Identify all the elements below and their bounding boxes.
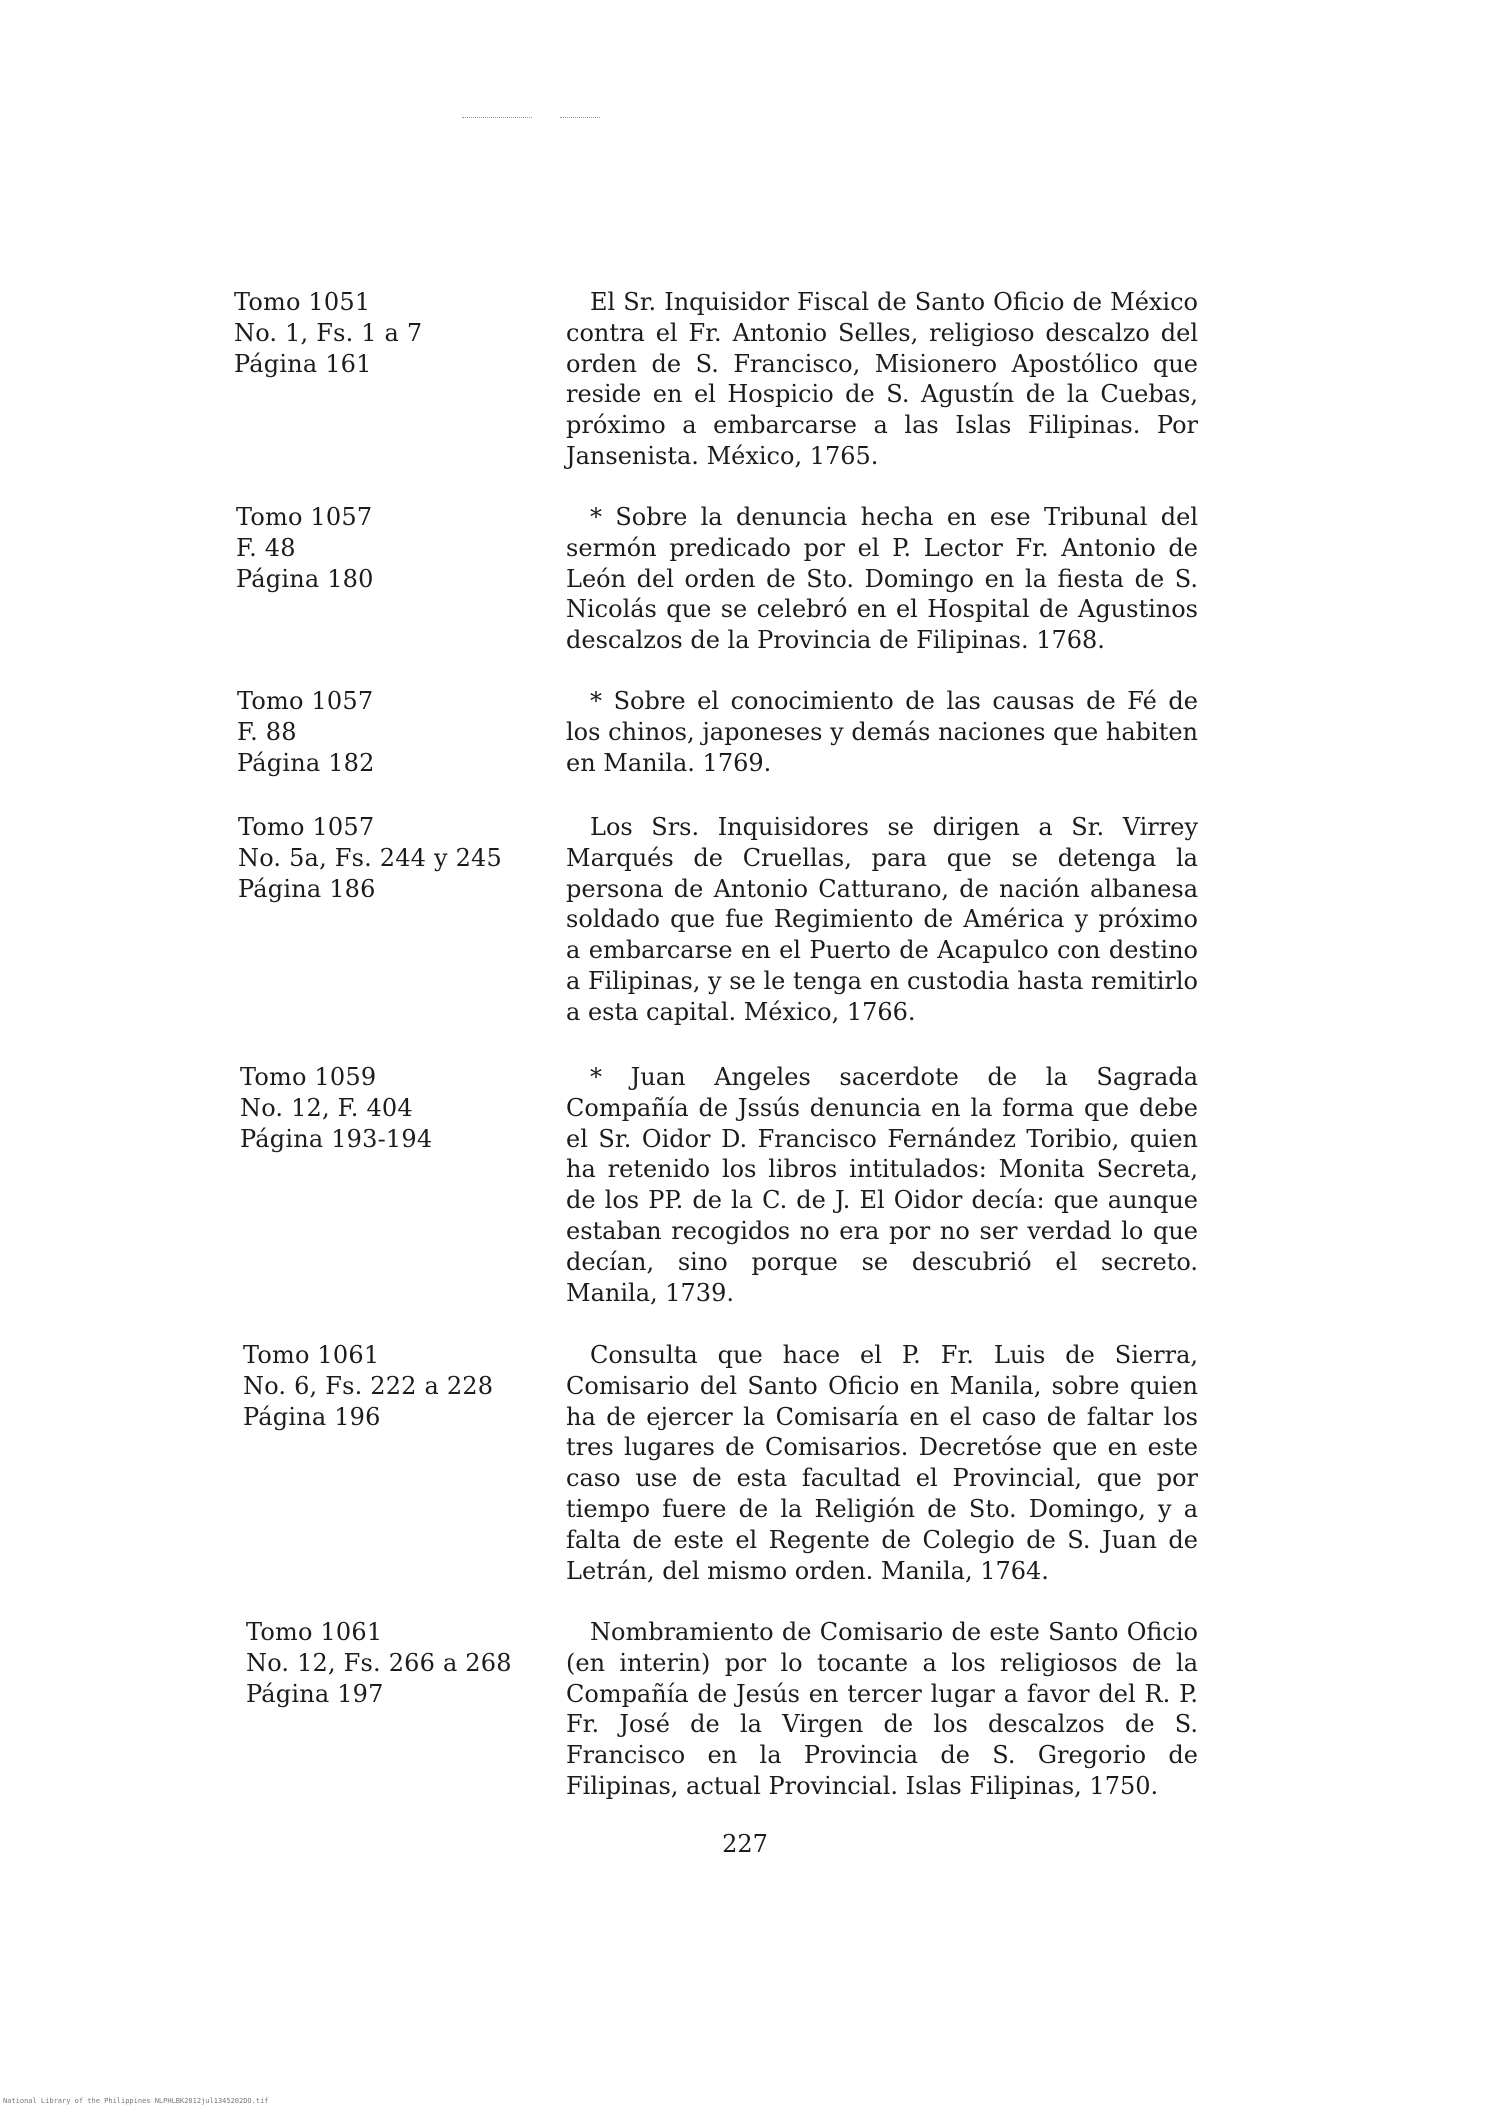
entry-description	[566, 287, 1198, 472]
entry-text: El Sr. Inquisidor Fiscal de Santo Oficio de México contra el Fr. Antonio Selles, religioso descalzo del orden de S. Francisco, Misionero Apostólico que reside en el Hospicio de S. Agustín de la Cuebas, próximo a embarcarse a las Islas Filipinas. Por Jansenista. México, 1765.	[566, 288, 1198, 470]
entry-reference	[243, 1340, 493, 1433]
ref-tomo: Tomo 1061	[243, 1341, 380, 1369]
ref-pagina: Página 161	[234, 350, 372, 378]
ref-tomo: Tomo 1057	[238, 813, 375, 841]
entry-text: Los Srs. Inquisidores se dirigen a Sr. Virrey Marqués de Cruellas, para que se detenga la persona de Antonio Catturano, de nación albanesa soldado que fue Regimiento de América y próximo a embarcarse en el Puerto de Acapulco con destino a Filipinas, y se le tenga en custodia hasta remitirlo a esta capital. México, 1766.	[566, 813, 1198, 1026]
ref-pagina: Página 182	[237, 749, 375, 777]
ref-folio: No. 1, Fs. 1 a 7	[234, 319, 423, 347]
ref-tomo: Tomo 1057	[236, 503, 373, 531]
ref-tomo: Tomo 1059	[240, 1063, 377, 1091]
page-number: 227	[722, 1830, 768, 1858]
entry-description	[566, 1617, 1198, 1802]
ref-pagina: Página 193-194	[240, 1125, 433, 1153]
scan-mark	[462, 117, 532, 118]
ref-pagina: Página 196	[243, 1403, 381, 1431]
ref-tomo: Tomo 1057	[237, 687, 374, 715]
entry-description	[566, 1062, 1198, 1308]
entry-description	[566, 502, 1198, 656]
ref-folio: No. 12, F. 404	[240, 1094, 413, 1122]
entry-reference	[237, 686, 375, 779]
entry-reference	[246, 1617, 512, 1710]
ref-pagina: Página 186	[238, 875, 376, 903]
ref-folio: F. 88	[237, 718, 297, 746]
entry-description	[566, 812, 1198, 1028]
entry-reference	[238, 812, 502, 905]
entry-text: * Juan Angeles sacerdote de la Sagrada Compañía de Jssús denuncia en la forma que debe el Sr. Oidor D. Francisco Fernández Toribio, quien ha retenido los libros intitulados: Monita Secreta, de los PP. de la C. de J. El Oidor decía: que aunque estaban recogidos no era por no ser verdad lo que decían, sino porque se descubrió el secreto. Manila, 1739.	[566, 1063, 1198, 1307]
entry-text: * Sobre el conocimiento de las causas de Fé de los chinos, japoneses y demás naciones que habiten en Manila. 1769.	[566, 687, 1198, 777]
ref-folio: No. 12, Fs. 266 a 268	[246, 1649, 512, 1677]
ref-folio: No. 6, Fs. 222 a 228	[243, 1372, 494, 1400]
ref-tomo: Tomo 1061	[246, 1618, 383, 1646]
entry-description	[566, 686, 1198, 778]
entry-text: * Sobre la denuncia hecha en ese Tribunal del sermón predicado por el P. Lector Fr. Antonio de León del orden de Sto. Domingo en la fiesta de S. Nicolás que se celebró en el Hospital de Agustinos descalzos de la Provincia de Filipinas. 1768.	[566, 503, 1198, 655]
ref-pagina: Página 180	[236, 565, 374, 593]
entry-reference	[234, 287, 422, 380]
entry-description	[566, 1340, 1198, 1586]
entry-reference	[236, 502, 374, 595]
ref-tomo: Tomo 1051	[234, 288, 371, 316]
entry-reference	[240, 1062, 432, 1155]
ref-folio: No. 5a, Fs. 244 y 245	[238, 844, 502, 872]
ref-pagina: Página 197	[246, 1680, 384, 1708]
scan-footer: National Library of the Philippines NLPHLBK2012jul1345202DO.tif	[3, 2097, 269, 2105]
entry-text: Consulta que hace el P. Fr. Luis de Sierra, Comisario del Santo Oficio en Manila, sobre quien ha de ejercer la Comisaría en el caso de faltar los tres lugares de Comisarios. Decretóse que en este caso use de esta facultad el Provincial, que por tiempo fuere de la Religión de Sto. Domingo, y a falta de este el Regente de Colegio de S. Juan de Letrán, del mismo orden. Manila, 1764.	[566, 1341, 1198, 1585]
ref-folio: F. 48	[236, 534, 296, 562]
scan-mark	[560, 117, 600, 118]
entry-text: Nombramiento de Comisario de este Santo Oficio (en interin) por lo tocante a los religiosos de la Compañía de Jesús en tercer lugar a favor del R. P. Fr. José de la Virgen de los descalzos de S. Francisco en la Provincia de S. Gregorio de Filipinas, actual Provincial. Islas Filipinas, 1750.	[566, 1618, 1198, 1800]
